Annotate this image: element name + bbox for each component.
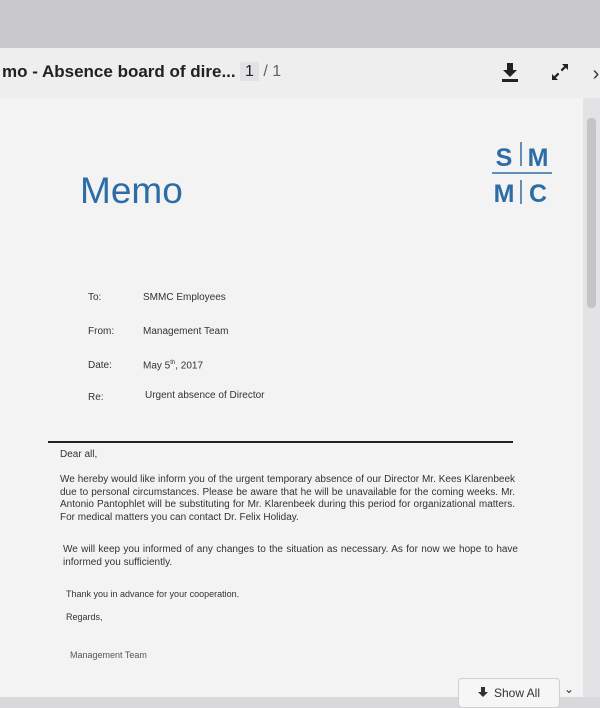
logo-letter-c: C: [528, 180, 548, 208]
show-all-button[interactable]: [458, 678, 560, 708]
to-label: To:: [88, 292, 102, 303]
header-divider: [48, 441, 513, 443]
re-value: Urgent absence of Director: [145, 390, 265, 401]
pdf-page: [0, 98, 583, 697]
body-paragraph-2: We will keep you informed of any changes to the situation as necessary. As for now we hope to have informed you sufficiently.: [63, 544, 518, 568]
page-counter: [240, 63, 281, 81]
expand-button[interactable]: [548, 60, 572, 84]
date-suffix: , 2017: [175, 360, 204, 372]
body-paragraph-1: We hereby would like inform you of the urgent temporary absence of our Director Mr. Kees Klarenbeek due to personal circumstances. Please be aware that he will be unavailable for the coming weeks. Mr. Antonio Pantophlet will be substituting for Mr. Klarenbeek during this period for organizational matters. For medical matters you can contact Dr. Felix Holiday.: [60, 474, 515, 523]
date-label: Date:: [88, 360, 112, 371]
smmc-logo: [490, 138, 554, 208]
to-value: SMMC Employees: [143, 292, 226, 303]
page-current[interactable]: 1: [240, 62, 259, 81]
download-button[interactable]: [498, 60, 522, 84]
logo-letter-m-top: M: [527, 144, 549, 172]
scroll-thumb[interactable]: [587, 118, 596, 308]
signature: Management Team: [70, 650, 147, 660]
logo-letter-m-bottom: M: [493, 180, 515, 208]
regards-line: Regards,: [66, 612, 103, 622]
memo-heading: Memo: [80, 170, 183, 211]
show-all-label: Show All: [493, 686, 541, 700]
from-value: Management Team: [143, 326, 229, 337]
page-separator: /: [258, 63, 273, 80]
from-label: From:: [88, 326, 115, 337]
page-total: 1: [272, 63, 282, 80]
window-top-strip: [0, 0, 600, 48]
date-superscript: th: [170, 360, 176, 366]
date-value: [143, 360, 203, 371]
download-icon: [499, 61, 521, 83]
thanks-line: Thank you in advance for your cooperation.: [66, 589, 240, 599]
logo-letter-s: S: [495, 144, 513, 172]
pdf-toolbar: [0, 48, 600, 99]
download-arrow-icon: [478, 687, 488, 699]
vertical-scrollbar[interactable]: [583, 98, 600, 697]
re-label: Re:: [88, 392, 104, 403]
date-prefix: May 5: [143, 360, 171, 372]
more-options-icon[interactable]: ›: [592, 63, 600, 85]
salutation: Dear all,: [60, 449, 98, 460]
chevron-down-icon[interactable]: ⌄: [564, 682, 575, 696]
expand-icon: [549, 61, 571, 83]
document-title: mo - Absence board of dire...: [2, 62, 236, 81]
